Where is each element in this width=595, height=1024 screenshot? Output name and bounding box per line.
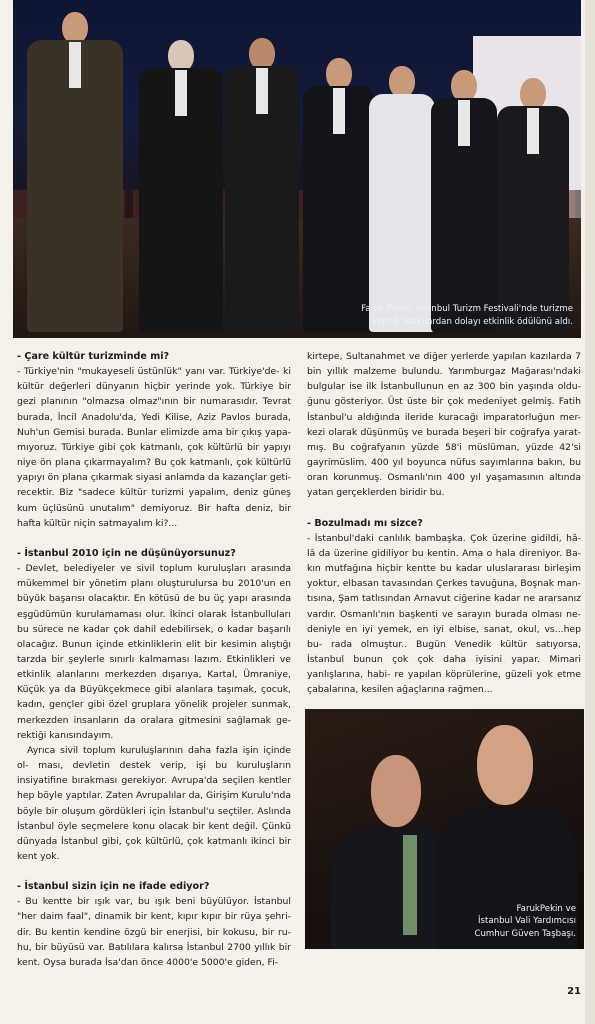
person-figure	[139, 40, 223, 332]
person-figure	[371, 755, 421, 827]
question-heading: - İstanbul 2010 için ne düşünüyorsunuz?	[17, 547, 236, 559]
person-figure	[369, 66, 435, 332]
person-figure	[477, 725, 533, 805]
award-ceremony-photo	[13, 0, 581, 338]
page-number: 21	[567, 986, 581, 997]
portrait-photo	[305, 709, 584, 949]
right-column	[307, 349, 581, 697]
answer-text: - Devlet, belediyeler ve sivil toplum kuruluşları arasında mükemmel bir yönetim planı oluşturulursa bu 2010'un en büyük başarısı olacaktır. En kötüsü de bu üç yapı arasında eşgüdümün kurulamaması olur. İkinci olarak İstanbulluları bu sürece ne kadar çok dahil edebilirsek, o kadar başarılı olacağız. Bunun içinde etkinliklerin elit bir kesimin alıştığı tarzda bir şeylerle sınırlı kalmaması lazım. Etkinlikleri ve etkinlik alanlarını merkezden dışarıya, Kartal, Ümraniye, Küçük ya da Büyükçekmece gibi alanlara taşımak, çocuk, kadın, gençler gibi özel gruplara yönelik projeler sunmak, merkezden insanların da oralara gitmesini sağlamak ge- rektiği kanısındayım.	[17, 563, 291, 741]
person-figure	[431, 70, 497, 332]
answer-text: kirtepe, Sultanahmet ve diğer yerlerde yapılan kazılarda 7 bin yıllık malzeme bulundu. Yarımburgaz Mağarası'ndaki bulgular ise ilk İstanbullunun en az 300 bin yaşında oldu- ğunu gösteriyor. Üst üste bir çok medeniyet gelmiş. Fatih İstanbul'u aldığında ileride kuracağı imparatorluğun mer- kezi olarak düşünmüş ve burada beşeri bir coğrafya yarat- mış. Bu coğrafyanın yüzde 58'i müslüman, yüzde 42'si gayrimüslim. 400 yıl boyunca nüfus sayımlarına bakın, bu oran korunmuş. Osmanlı'nın 400 yıl yaşamasının altında yatan gerçeklerden biridir bu.	[307, 351, 581, 499]
bottom-photo-caption: FarukPekin ve İstanbul Vali Yardımcısı Cumhur Güven Taşbaşı.	[474, 903, 576, 939]
top-photo-caption: Faruk Pekin, İstanbul Turizm Festivali'nde turizme yaptığı katkılardan dolayı etkinlik ödülünü aldı.	[361, 304, 573, 327]
person-figure	[27, 12, 123, 332]
left-column	[17, 349, 291, 970]
question-heading: - İstanbul sizin için ne ifade ediyor?	[17, 881, 210, 893]
page-edge	[585, 0, 595, 1024]
answer-text: Ayrıca sivil toplum kuruluşlarının daha fazla işin içinde ol- ması, devletin destek verip, işi bu kuruluşların insiyatifine bırakması gerekiyor. Avrupa'da seçilen kentler hep böyle yaptılar. Zaten Avrupalılar da, Girişim Kurulu'nda böyle bir oluşum gördükleri için İstanbul'u seçtiler. Aslında İstanbul öyle seçmelere konu olacak bir kent değil. Çünkü dünyada İstanbul gibi, çok kültürlü, çok katmanlı ikinci bir kent yok.	[17, 744, 291, 862]
question-heading: - Bozulmadı mı sizce?	[307, 517, 423, 529]
tie	[403, 835, 417, 935]
answer-text: - İstanbul'daki canlılık bambaşka. Çok üzerine gidildi, hâ- lâ da üzerine gidiliyor bu kentin. Ama o hala direniyor. Ba- kın mutfağına hiçbir kentte bu kadar uluslararası birleşim yoktur, elbasan tavasından Çerkes tavuğuna, Boşnak man- tısına, Şam tatlısından Arnavut ciğerine kadar ne ararsanız vardır. Osmanlı'nın başkenti ve sarayın burada olması ne- deniyle en iyi yemek, en iyi elbise, sanat, okul, vs...hep bu- rada olmuştur.. Bugün Venedik kültür satıyorsa, İstanbul bunun çok çok daha iyisini yapar. Mimari yanlışlarına, habi- re yapılan köprülerine, güzeli yok etme çabalarına, kesilen ağaçlarına rağmen...	[307, 532, 581, 696]
answer-text: - Bu kentte bir ışık var, bu ışık beni büyülüyor. İstanbul "her daim faal", dinamik bir kent, kıpır kıpır bir rüya şehri- dir. Bu kentin kendine özgü bir enerjisi, bir kokusu, bir ru- hu, bir büyüsü var. Batılılara kalırsa İstanbul 2700 yıllık bir kent. Oysa burada İsa'dan önce 4000'e 5000'e giden, Fi-	[17, 896, 291, 968]
person-figure	[497, 78, 569, 332]
person-figure	[303, 58, 375, 332]
person-figure	[225, 38, 299, 332]
question-heading: - Çare kültür turizminde mi?	[17, 351, 170, 362]
answer-text: - Türkiye'nin "mukayeseli üstünlük" yanı var. Türkiye'de- ki kültür değerleri dünyanın hiçbir yerinde yok. Türkiye bir gezi planının "olmazsa olmaz"ının bir numarasıdır. Tevrat burada, İncil Anadolu'da, Yedi Kilise, Aziz Pavlos burada, Nuh'un Gemisi burada. Bunlar elimizde ama bir çıkış yapa- mıyoruz. Türkiye gibi çok katmanlı, çok kültürlü bir yapıyı niye ön plana çıkarmayalım? Bu çok katmanlı, çok kültürlü yapıyı ön plana çıkarmak siyasi anlamda da kazançlar geti- recektir. Biz "sadece kültür turizmi yapalım, deniz güneş kum üçlüsünü unutalım" demiyoruz. Bir hafta deniz, bir hafta kültür niçin satmayalım ki?...	[17, 366, 291, 529]
